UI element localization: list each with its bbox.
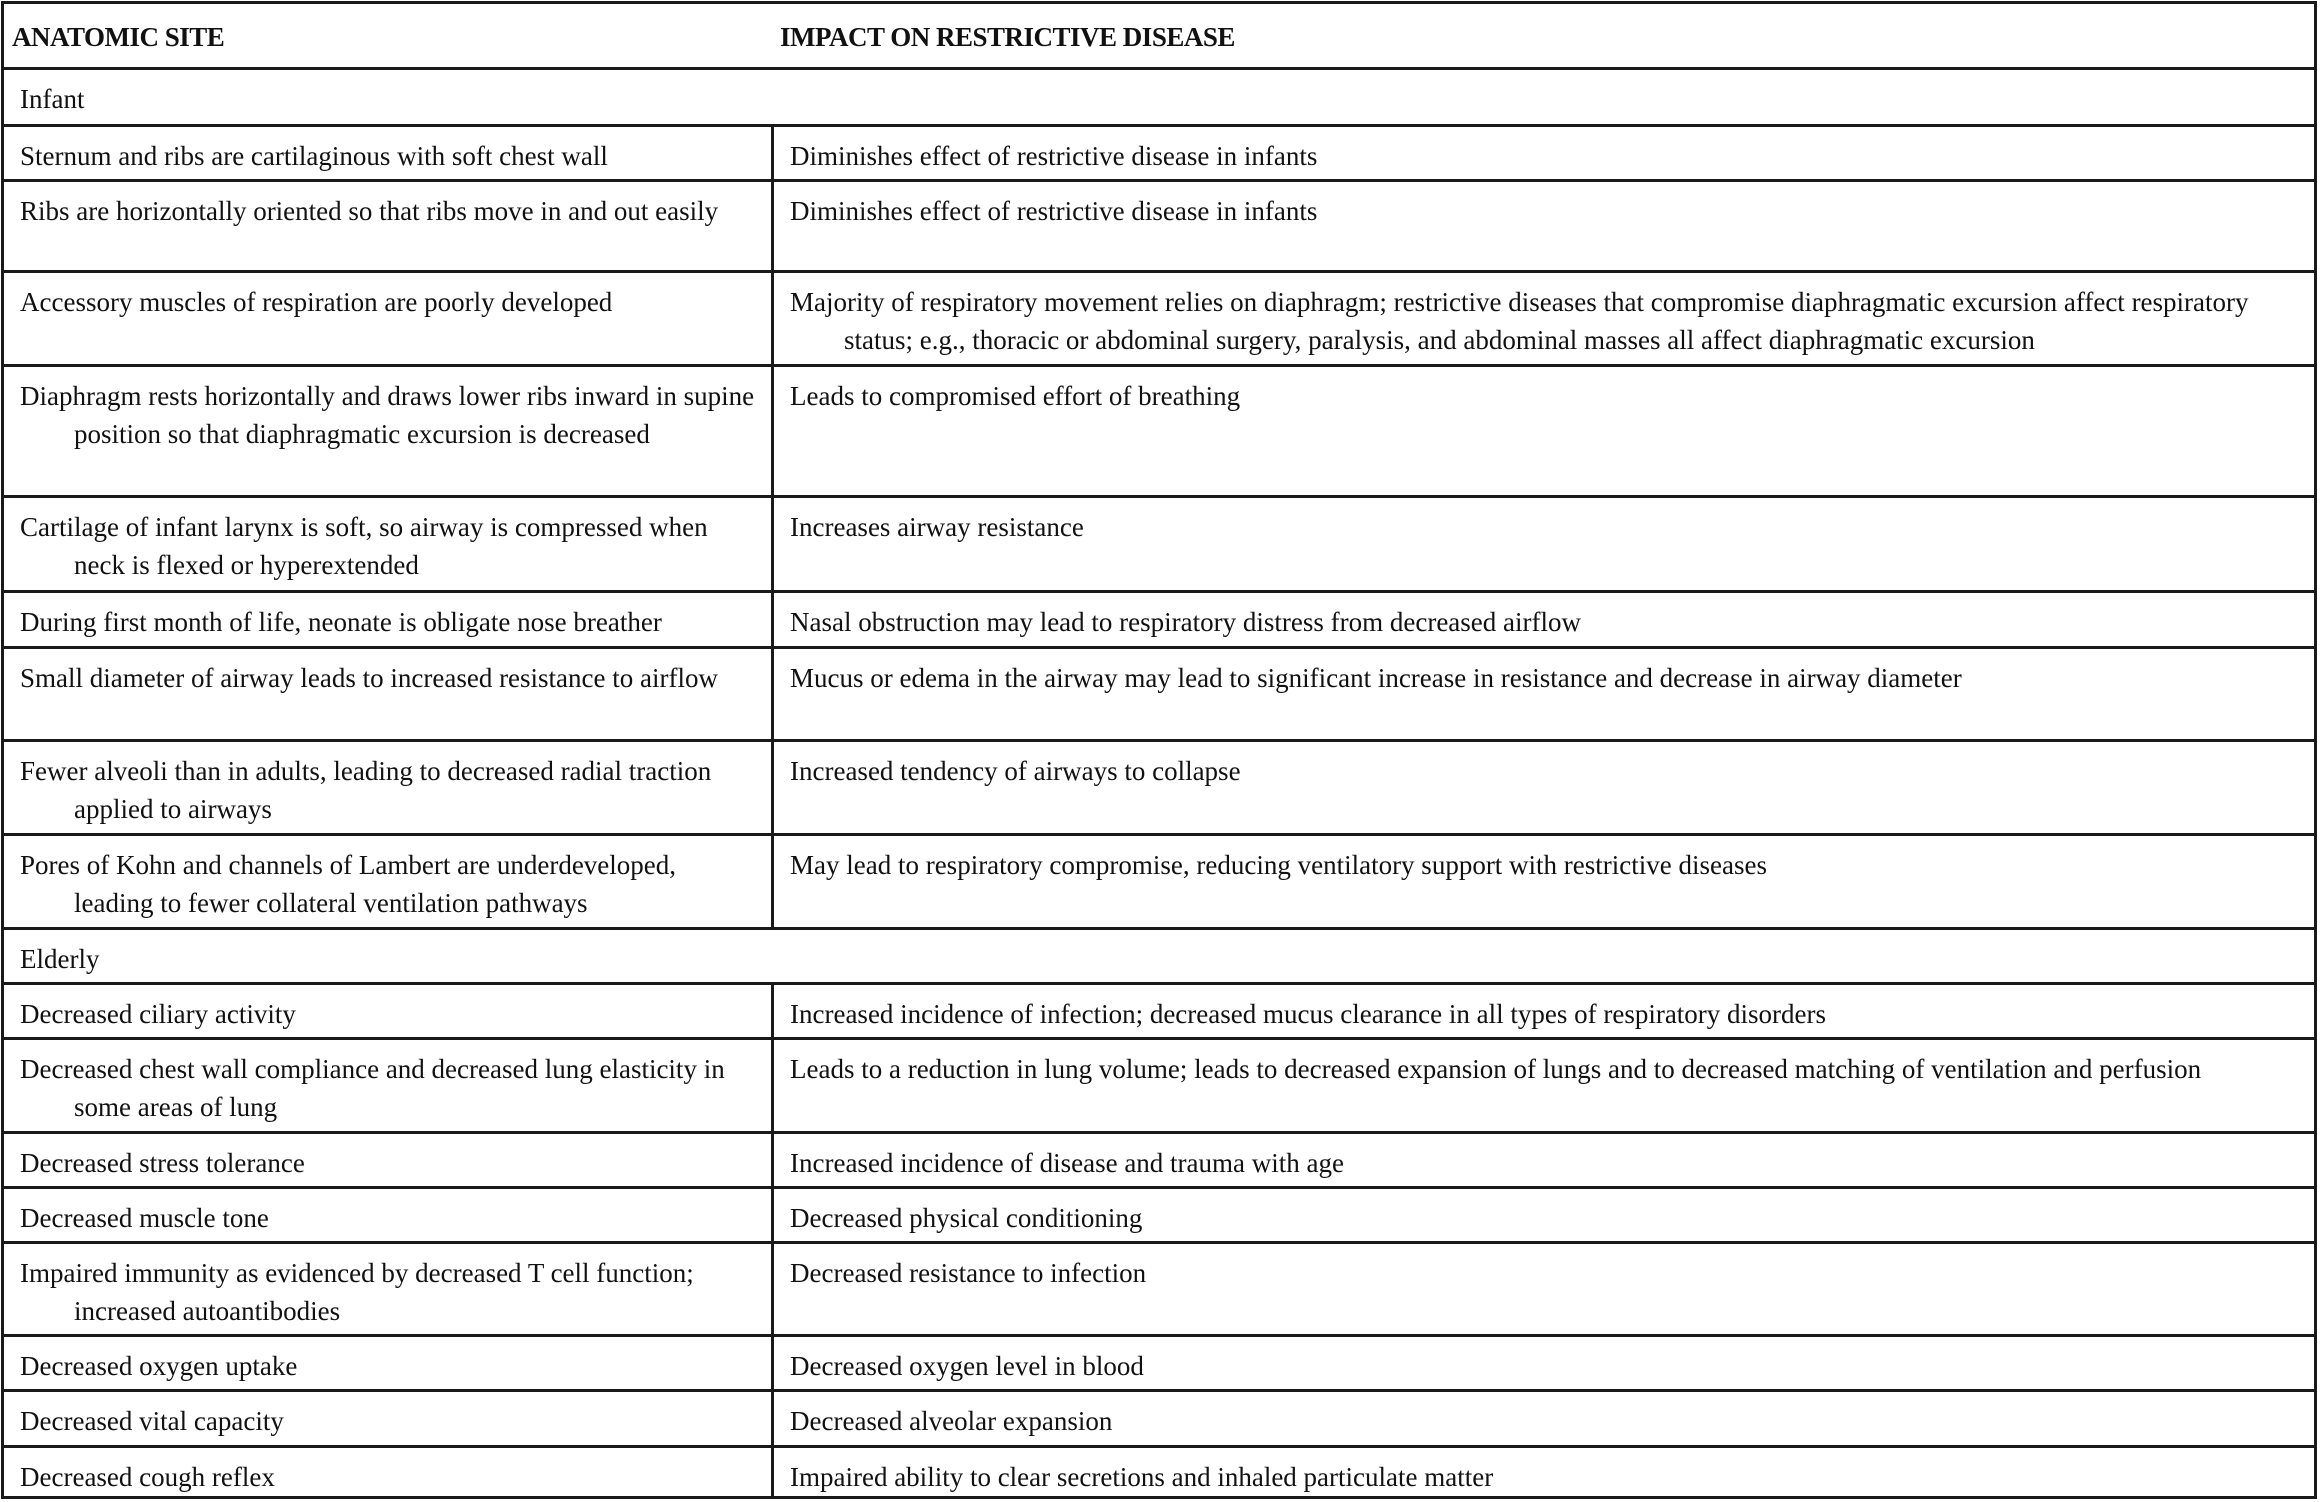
anatomic-site-table: [1, 1, 2317, 1499]
table-row: [4, 1448, 2314, 1499]
site-cell: Cartilage of infant larynx is soft, so airway is compressed when neck is flexed or hyperextended: [4, 498, 774, 590]
table-row: [4, 127, 2314, 182]
table-row: [4, 1189, 2314, 1244]
impact-cell: Diminishes effect of restrictive disease in infants: [790, 196, 1318, 226]
site-cell: Decreased oxygen uptake: [4, 1337, 774, 1389]
impact-cell: Impaired ability to clear secretions and inhaled particulate matter: [790, 1462, 1494, 1492]
impact-cell: Increased incidence of infection; decreased mucus clearance in all types of respiratory disorders: [790, 999, 1827, 1029]
impact-cell: Decreased physical conditioning: [790, 1203, 1143, 1233]
section-label: Infant: [20, 84, 85, 114]
section-row-elderly: [4, 930, 2314, 985]
table-row: [4, 1040, 2314, 1134]
section-row-infant: [4, 70, 2314, 127]
table-row: [4, 649, 2314, 742]
site-cell: Diaphragm rests horizontally and draws lower ribs inward in supine position so that diaphragmatic excursion is decreased: [4, 367, 774, 495]
impact-cell: Decreased alveolar expansion: [790, 1406, 1113, 1436]
table-row: [4, 273, 2314, 367]
site-cell: During first month of life, neonate is obligate nose breather: [4, 593, 774, 646]
table-row: [4, 985, 2314, 1040]
site-cell: Small diameter of airway leads to increased resistance to airflow: [4, 649, 774, 739]
impact-cell: Diminishes effect of restrictive disease in infants: [790, 141, 1318, 171]
site-cell: Decreased ciliary activity: [4, 985, 774, 1037]
table-row: [4, 742, 2314, 836]
impact-cell: Leads to a reduction in lung volume; leads to decreased expansion of lungs and to decreased matching of ventilation and perfusion: [790, 1054, 2202, 1084]
column-header-impact: IMPACT ON RESTRICTIVE DISEASE: [780, 22, 1235, 52]
table-row: [4, 182, 2314, 273]
table-row: [4, 1337, 2314, 1392]
site-cell: Decreased muscle tone: [4, 1189, 774, 1241]
site-cell: Decreased stress tolerance: [4, 1134, 774, 1186]
table-row: [4, 1134, 2314, 1189]
table-row: [4, 593, 2314, 649]
site-cell: Fewer alveoli than in adults, leading to decreased radial traction applied to airways: [4, 742, 774, 833]
impact-cell: May lead to respiratory compromise, reducing ventilatory support with restrictive diseases: [790, 850, 1767, 880]
site-cell: Decreased vital capacity: [4, 1392, 774, 1445]
table-header-row: [4, 4, 2314, 70]
impact-cell: Decreased oxygen level in blood: [790, 1351, 1144, 1381]
site-cell: Decreased cough reflex: [4, 1448, 774, 1499]
impact-cell: Mucus or edema in the airway may lead to significant increase in resistance and decrease in airway diameter: [790, 663, 1962, 693]
site-cell: Pores of Kohn and channels of Lambert are underdeveloped, leading to fewer collateral ventilation pathways: [4, 836, 774, 927]
impact-cell: Leads to compromised effort of breathing: [790, 381, 1241, 411]
site-cell: Accessory muscles of respiration are poorly developed: [4, 273, 774, 364]
table-row: [4, 498, 2314, 593]
impact-cell: Increased incidence of disease and trauma with age: [790, 1148, 1344, 1178]
column-header-anatomic-site: ANATOMIC SITE: [12, 22, 225, 52]
impact-cell: Increases airway resistance: [790, 512, 1084, 542]
site-cell: Ribs are horizontally oriented so that ribs move in and out easily: [4, 182, 774, 270]
site-cell: Decreased chest wall compliance and decreased lung elasticity in some areas of lung: [4, 1040, 774, 1131]
table-row: [4, 1244, 2314, 1337]
site-cell: Sternum and ribs are cartilaginous with soft chest wall: [4, 127, 774, 179]
table-row: [4, 836, 2314, 930]
impact-cell: Decreased resistance to infection: [790, 1258, 1147, 1288]
section-label: Elderly: [20, 944, 100, 974]
site-cell: Impaired immunity as evidenced by decreased T cell function; increased autoantibodies: [4, 1244, 774, 1334]
impact-cell: Majority of respiratory movement relies on diaphragm; restrictive diseases that compromise diaphragmatic excursion affect respiratory status; e.g., thoracic or abdominal surgery, paralysis, and abdominal masses all affect diaphragmatic excursion: [790, 287, 2249, 355]
table-row: [4, 1392, 2314, 1448]
impact-cell: Increased tendency of airways to collapse: [790, 756, 1241, 786]
impact-cell: Nasal obstruction may lead to respiratory distress from decreased airflow: [790, 607, 1581, 637]
table-row: [4, 367, 2314, 498]
